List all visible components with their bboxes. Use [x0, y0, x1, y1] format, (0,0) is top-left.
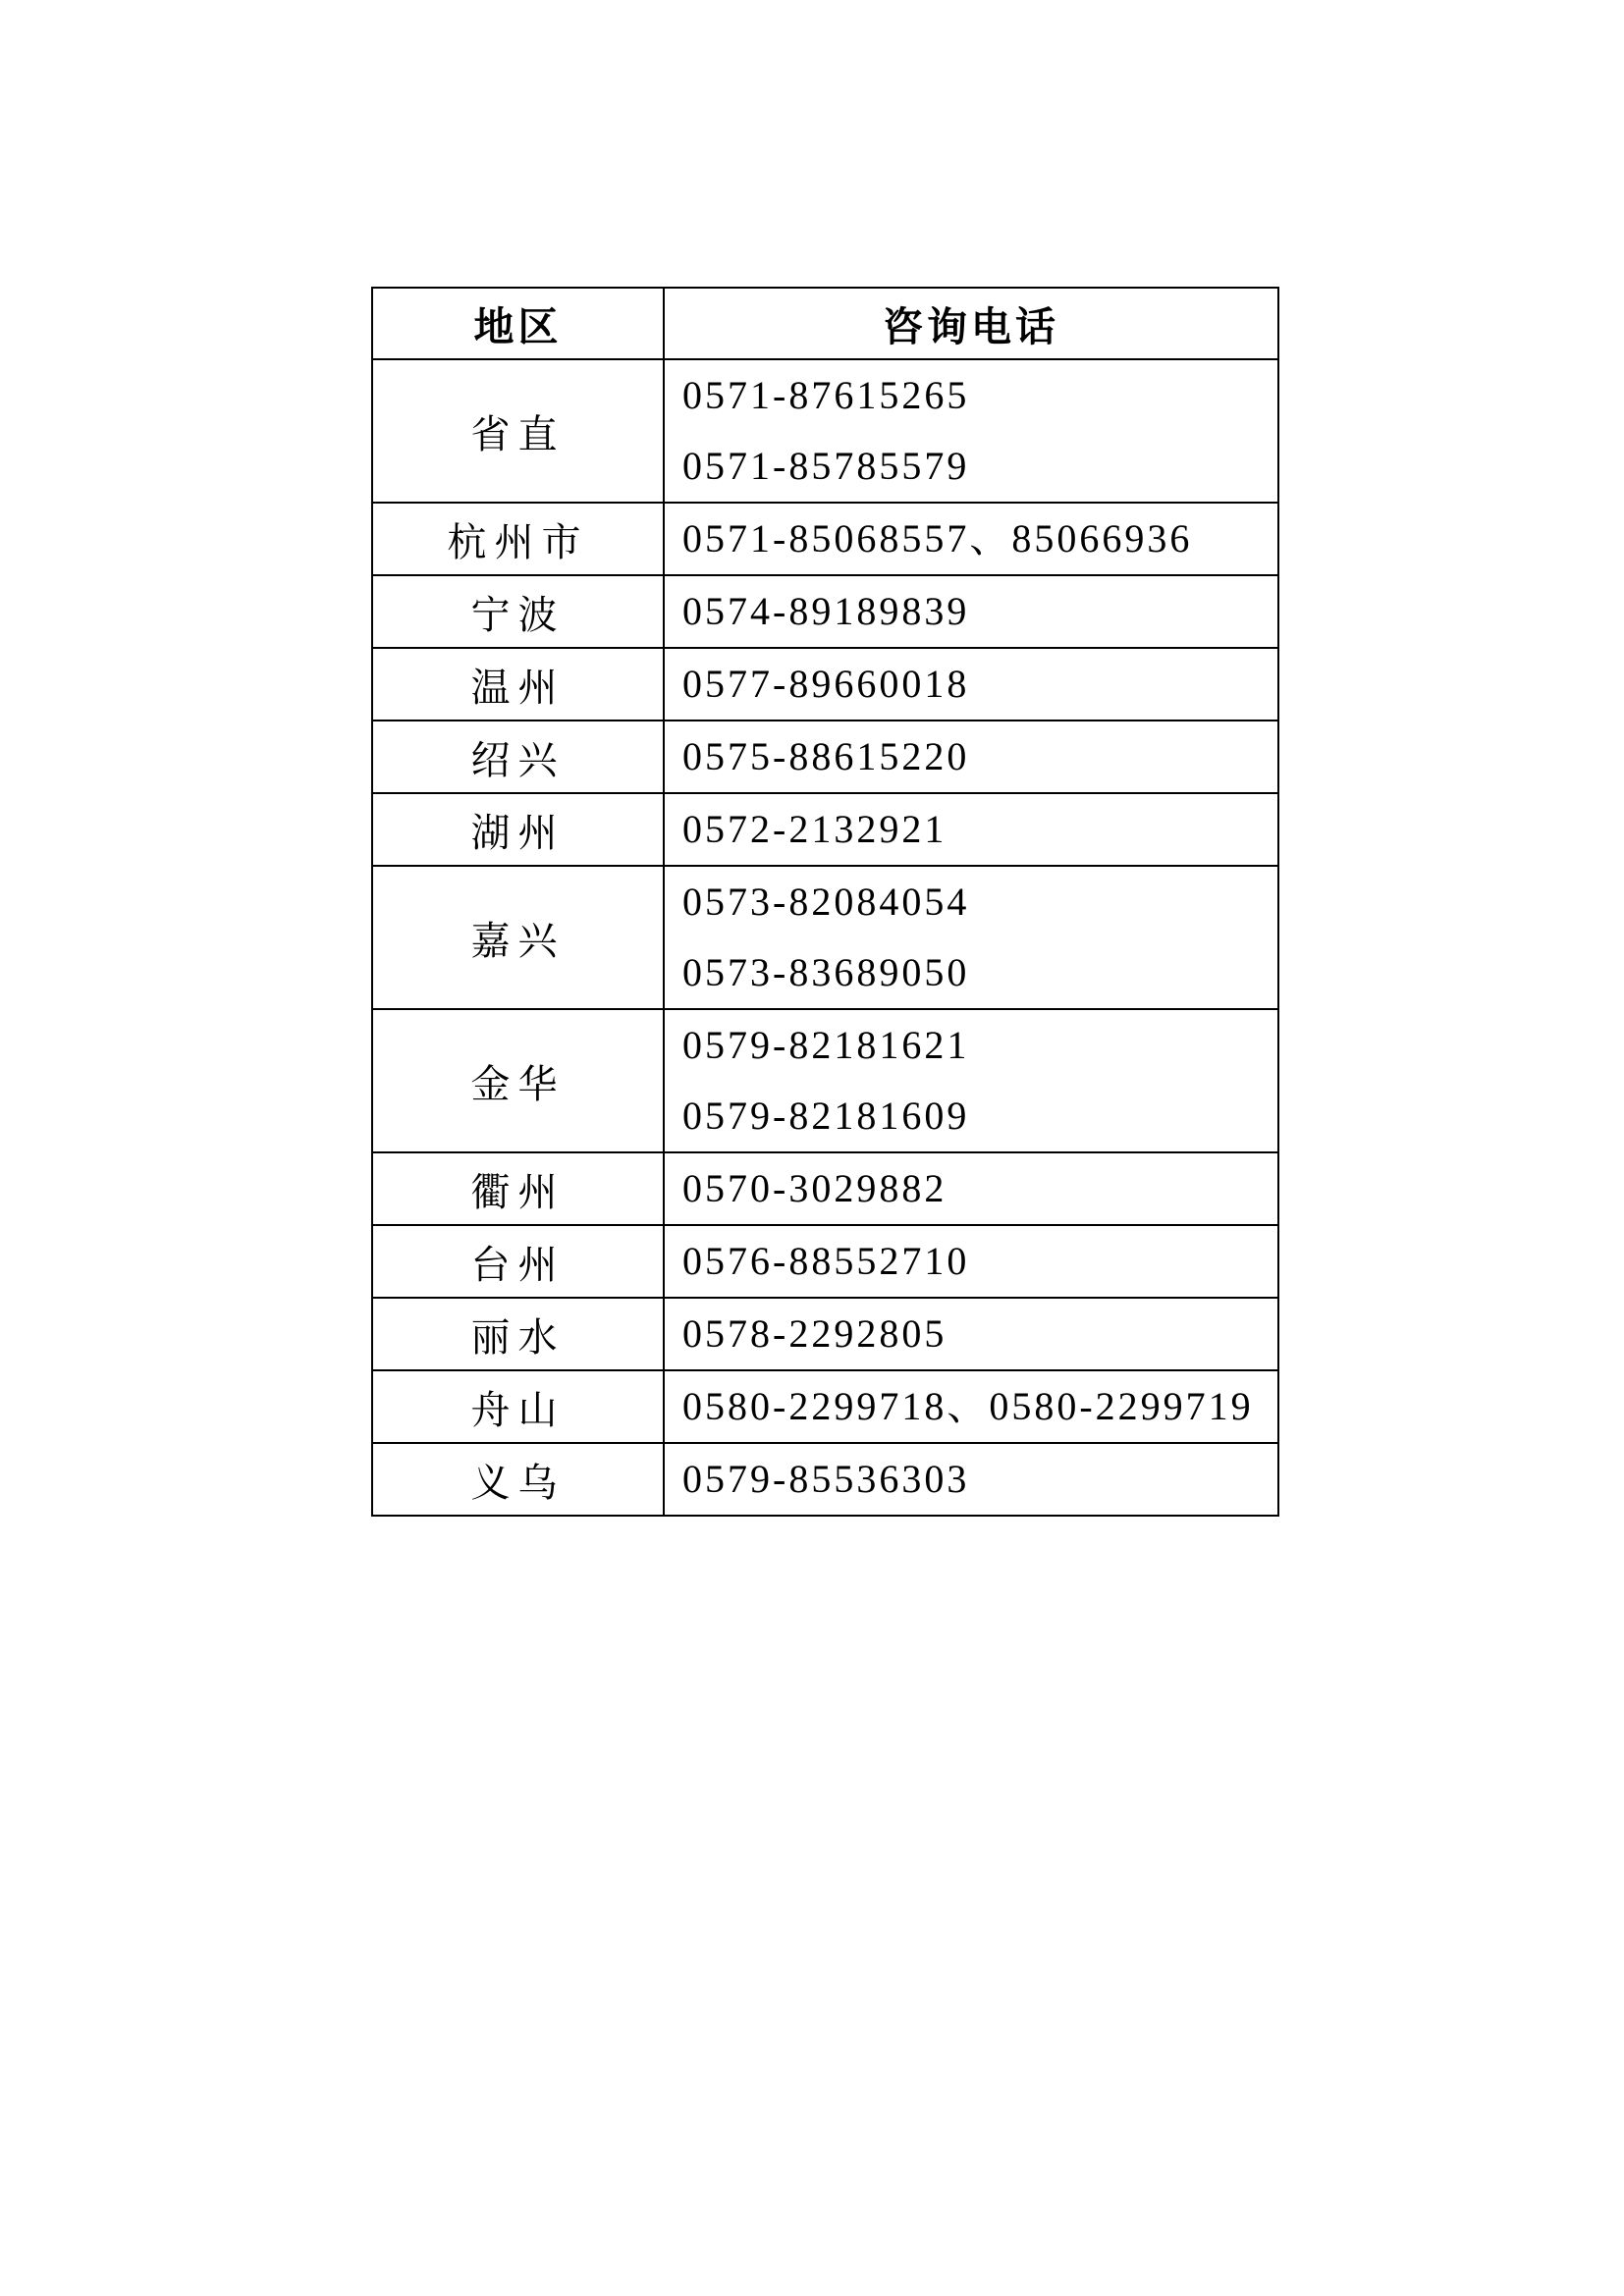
- phone-cell: [664, 1443, 1278, 1516]
- table-row: [372, 793, 1278, 866]
- region-cell: 台州: [372, 1225, 664, 1298]
- header-region: 地区: [372, 288, 664, 359]
- phone-number: 0572-2132921: [682, 807, 947, 851]
- phone-number: 0574-89189839: [682, 589, 970, 633]
- phone-number: 0579-82181621: [682, 1023, 970, 1067]
- phone-cell: [664, 1370, 1278, 1443]
- region-cell: 丽水: [372, 1298, 664, 1370]
- phone-number: 0577-89660018: [682, 662, 970, 706]
- phone-cell: [664, 866, 1278, 1009]
- hotline-table: [371, 287, 1279, 1517]
- phone-cell: [664, 1009, 1278, 1152]
- table-row: [372, 359, 1278, 503]
- phone-number: 0573-82084054: [682, 880, 970, 924]
- table-row: [372, 575, 1278, 648]
- table-row: [372, 1443, 1278, 1516]
- phone-number: 0570-3029882: [682, 1166, 947, 1210]
- phone-number: 0579-85536303: [682, 1457, 970, 1501]
- phone-number: 0575-88615220: [682, 734, 970, 778]
- phone-cell: [664, 1298, 1278, 1370]
- table-row: [372, 1152, 1278, 1225]
- phone-cell: [664, 503, 1278, 575]
- table-row: [372, 866, 1278, 1009]
- region-cell: 温州: [372, 648, 664, 721]
- header-row: [372, 288, 1278, 359]
- phone-number: 0571-85785579: [682, 444, 970, 488]
- region-cell: 省直: [372, 359, 664, 503]
- phone-cell: [664, 1152, 1278, 1225]
- phone-cell: [664, 575, 1278, 648]
- table-row: [372, 1298, 1278, 1370]
- table-row: [372, 1009, 1278, 1152]
- region-cell: 绍兴: [372, 721, 664, 793]
- phone-number: 0578-2292805: [682, 1311, 947, 1356]
- table-row: [372, 648, 1278, 721]
- phone-cell: [664, 359, 1278, 503]
- phone-number: 0579-82181609: [682, 1094, 970, 1138]
- phone-number: 0580-2299718、0580-2299719: [682, 1384, 1254, 1428]
- region-cell: 舟山: [372, 1370, 664, 1443]
- region-cell: 金华: [372, 1009, 664, 1152]
- phone-number: 0576-88552710: [682, 1239, 970, 1283]
- phone-number: 0571-87615265: [682, 373, 970, 417]
- phone-cell: [664, 648, 1278, 721]
- region-cell: 湖州: [372, 793, 664, 866]
- phone-cell: [664, 721, 1278, 793]
- table-row: [372, 721, 1278, 793]
- table-row: [372, 503, 1278, 575]
- table-row: [372, 1225, 1278, 1298]
- phone-number: 0573-83689050: [682, 950, 970, 994]
- phone-cell: [664, 793, 1278, 866]
- phone-number: 0571-85068557、85066936: [682, 516, 1193, 561]
- region-cell: 杭州市: [372, 503, 664, 575]
- region-cell: 嘉兴: [372, 866, 664, 1009]
- header-phone: 咨询电话: [664, 288, 1278, 359]
- phone-cell: [664, 1225, 1278, 1298]
- table-row: [372, 1370, 1278, 1443]
- region-cell: 衢州: [372, 1152, 664, 1225]
- region-cell: 义乌: [372, 1443, 664, 1516]
- region-cell: 宁波: [372, 575, 664, 648]
